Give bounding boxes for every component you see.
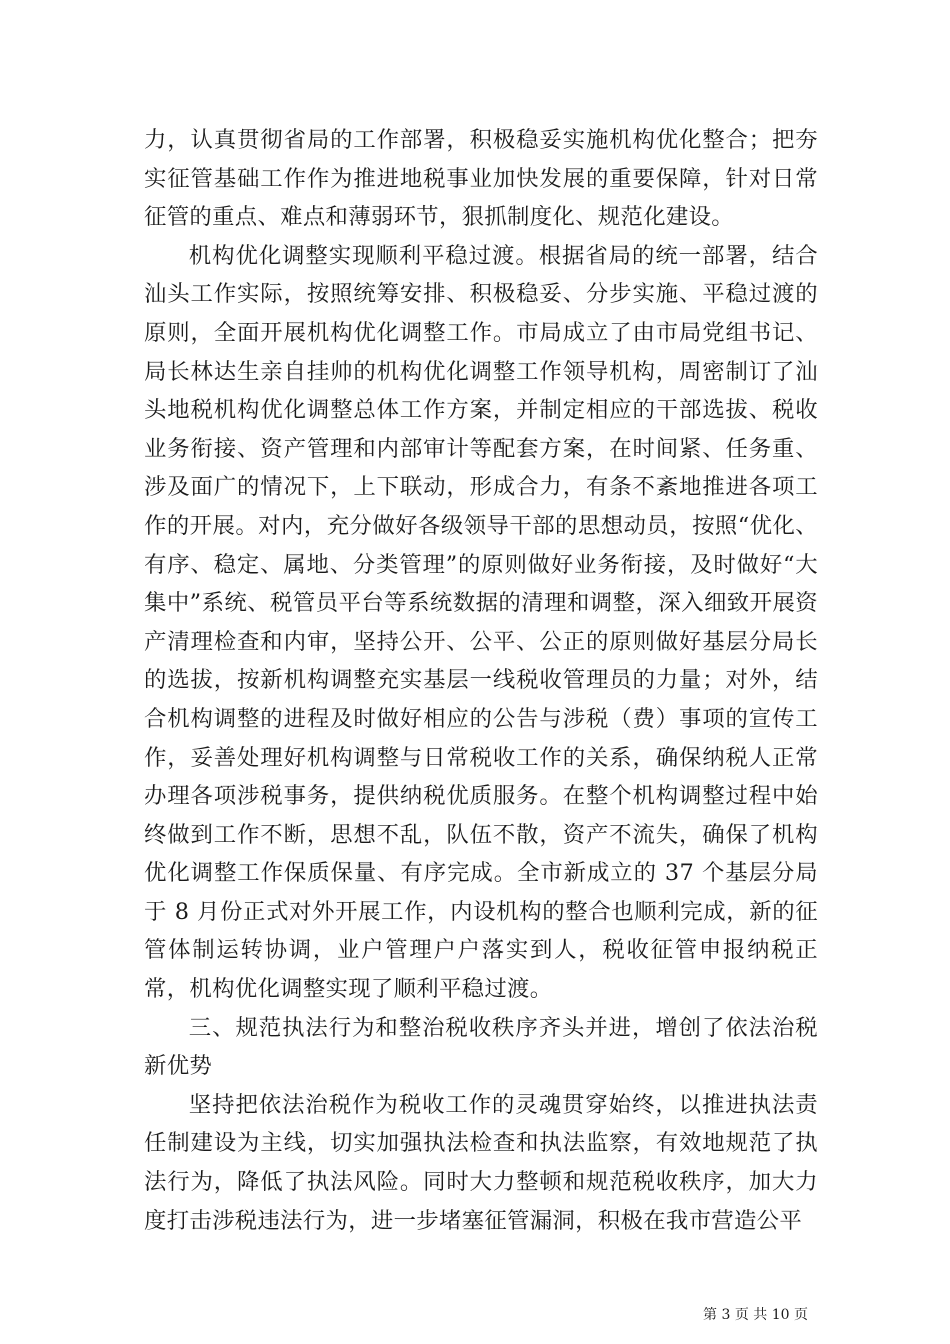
page-number-footer: 第 3 页 共 10 页 [703, 1307, 808, 1323]
paragraph-continuation: 力，认真贯彻省局的工作部署，积极稳妥实施机构优化整合；把夯实征管基础工作作为推进地税事业加快发展的重要保障，针对日常征管的重点、难点和薄弱环节，狠抓制度化、规范化建设。 [144, 127, 818, 231]
document-body [144, 121, 818, 1240]
section-heading-three: 三、规范执法行为和整治税收秩序齐头并进，增创了依法治税新优势 [144, 1014, 818, 1080]
paragraph-institutional-adjustment: 机构优化调整实现顺利平稳过渡。根据省局的统一部署，结合汕头工作实际，按照统筹安排、积极稳妥、分步实施、平稳过渡的原则，全面开展机构优化调整工作。市局成立了由市局党组书记、局长林达生亲自挂帅的机构优化调整工作领导机构，周密制订了汕头地税机构优化调整总体工作方案，并制定相应的干部选拔、税收业务衔接、资产管理和内部审计等配套方案，在时间紧、任务重、涉及面广的情况下，上下联动，形成合力，有条不紊地推进各项工作的开展。对内，充分做好各级领导干部的思想动员，按照“优化、有序、稳定、属地、分类管理”的原则做好业务衔接，及时做好“大集中”系统、税管员平台等系统数据的清理和调整，深入细致开展资产清理检查和内审，坚持公开、公平、公正的原则做好基层分局长的选拔，按新机构调整充实基层一线税收管理员的力量；对外，结合机构调整的进程及时做好相应的公告与涉税（费）事项的宣传工作，妥善处理好机构调整与日常税收工作的关系，确保纳税人正常办理各项涉税事务，提供纳税优质服务。在整个机构调整过程中始终做到工作不断，思想不乱，队伍不散，资产不流失，确保了机构优化调整工作保质保量、有序完成。全市新成立的 37 个基层分局于 8 月份正式对外开展工作，内设机构的整合也顺利完成，新的征管体制运转协调，业户管理户户落实到人，税收征管申报纳税正常，机构优化调整实现了顺利平稳过渡。 [144, 242, 818, 1003]
paragraph-rule-of-law: 坚持把依法治税作为税收工作的灵魂贯穿始终，以推进执法责任制建设为主线，切实加强执法检查和执法监察，有效地规范了执法行为，降低了执法风险。同时大力整顿和规范税收秩序，加大力度打击涉税违法行为，进一步堵塞征管漏洞，积极在我市营造公平 [144, 1091, 818, 1234]
